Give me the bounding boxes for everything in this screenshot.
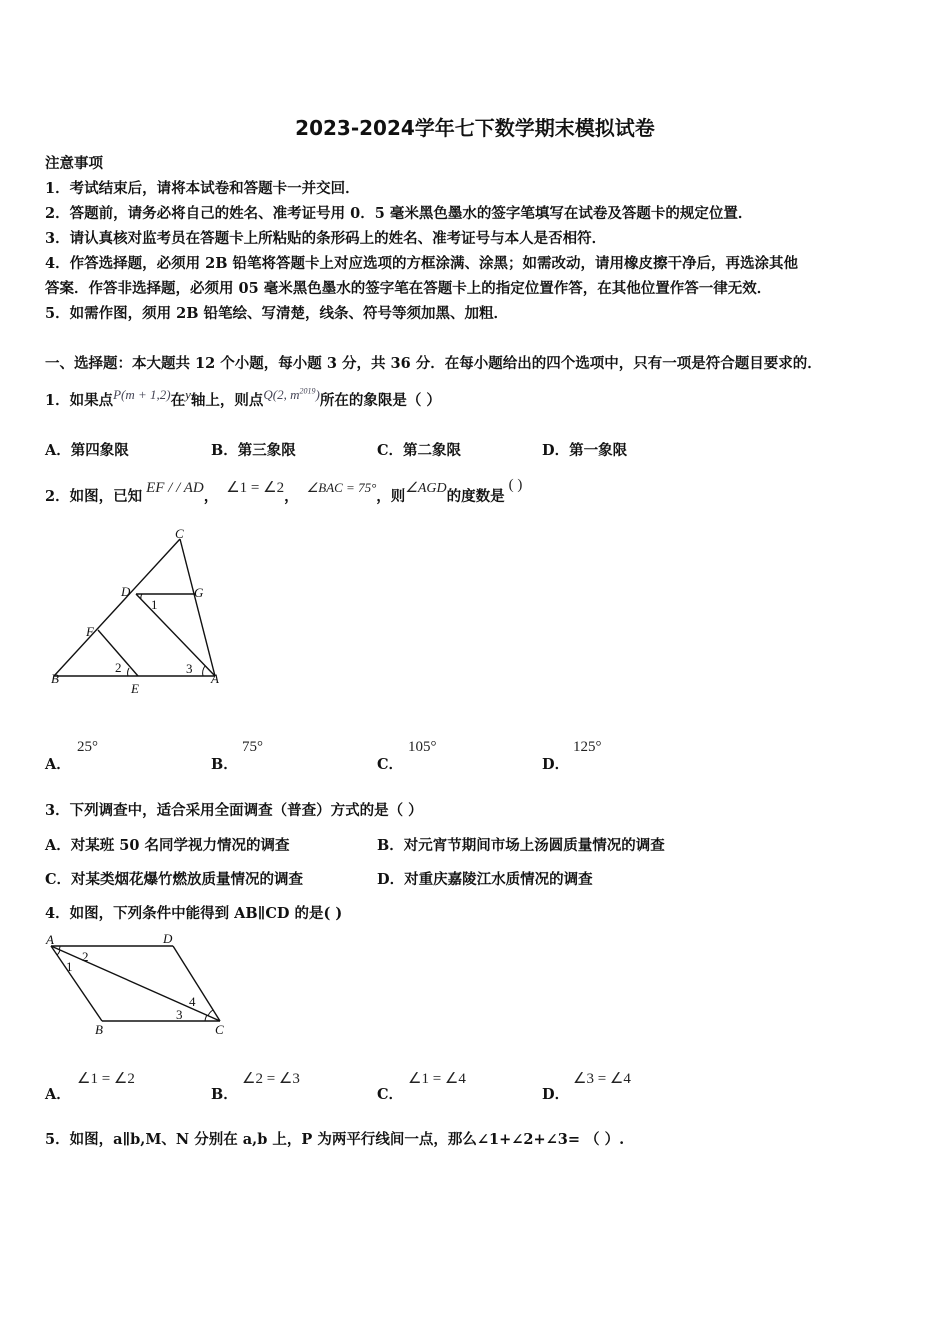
q4-option-d-letter: D． [542,1086,570,1103]
q4-option-b-value: ∠2 = ∠3 [242,1071,300,1087]
q2-option-b-value: 75° [242,739,263,755]
angle-arc-1 [57,950,60,955]
label-a: A [211,671,219,686]
angle-arc-1 [141,594,142,599]
segment-ca [180,539,215,676]
q2-option-a-letter: A． [45,756,71,773]
question-5-stem: 5．如图，a∥b,M、N 分别在 a,b 上，P 为两平行线间一点，那么∠1+∠2+∠3= （ ）. [45,1131,625,1148]
q1-text: 在 [170,392,186,409]
q2-option-c-value: 105° [408,739,437,755]
question-2-stem [45,477,523,506]
label-g: G [194,585,204,600]
angle-arc-2 [128,668,129,676]
q1-suffix: 所在的象限是（ ） [319,392,441,409]
label-f: F [86,624,94,639]
question-4-stem: 4．如图，下列条件中能得到 AB∥CD 的是( ) [45,905,343,922]
q2-option-d-value: 125° [573,739,602,755]
q2-condition-angles: ∠1 = ∠2 [226,480,285,496]
q2-condition-ef-ad: EF / / AD [146,480,204,496]
label-a: A [46,932,54,947]
segment-da [136,594,215,676]
label-c: C [215,1022,224,1037]
notice-item: 1．考试结束后，请将本试卷和答题卡一并交回． [45,180,360,197]
q4-option-d-value: ∠3 = ∠4 [573,1071,631,1087]
q2-sep: ， [284,488,299,505]
q1-point-p: P(m + 1,2) [113,387,171,402]
notice-item: 2．答题前，请务必将自己的姓名、准考证号用 0．5 毫米黑色墨水的签字笔填写在试卷及答题卡的规定位置． [45,205,753,222]
q4-figure [45,928,235,1040]
q1-point-q: Q(2, m [263,387,300,402]
angle-arc-3 [203,666,205,676]
label-angle-3: 3 [176,1007,183,1022]
label-angle-2: 2 [115,660,122,675]
label-angle-1: 1 [66,959,73,974]
q2-sep: ， [203,488,219,505]
q2-text: ，则 [376,488,406,505]
question-3-stem: 3．下列调查中，适合采用全面调查（普查）方式的是（ ） [45,802,423,819]
q3-option-b: B．对元宵节期间市场上汤圆质量情况的调查 [377,837,665,854]
label-angle-1: 1 [151,597,158,612]
q1-prefix: 1．如果点 [45,392,114,409]
label-angle-2: 2 [82,949,89,964]
q2-condition-bac: ∠BAC = 75° [306,480,377,495]
notice-item: 4．作答选择题，必须用 2B 铅笔将答题卡上对应选项的方框涂满、涂黑；如需改动，请用橡皮擦干净后，再选涂其他 [45,255,799,272]
option-b: B．第三象限 [211,442,296,459]
notice-item: 5．如需作图，须用 2B 铅笔绘、写清楚，线条、符号等须加黑、加粗． [45,305,509,322]
q4-option-c-letter: C． [377,1086,404,1103]
label-d: D [121,584,131,599]
q2-option-d-letter: D． [542,756,570,773]
notice-item: 答案．作答非选择题，必须用 05 毫米黑色墨水的签字笔在答题卡上的指定位置作答，在其他位置作答一律无效． [45,280,772,297]
question-1-stem [45,386,441,410]
segment-bc [54,539,180,676]
notice-heading: 注意事项 [45,155,103,172]
q2-option-a-value: 25° [77,739,98,755]
q2-answer-paren: ( ) [508,477,523,493]
q3-option-d: D．对重庆嘉陵江水质情况的调查 [377,871,593,888]
q2-option-c-letter: C． [377,756,404,773]
option-a: A．第四象限 [45,442,129,459]
notice-item: 3．请认真核对监考员在答题卡上所粘贴的条形码上的姓名、准考证号与本人是否相符． [45,230,607,247]
option-d: D．第一象限 [542,442,628,459]
angle-arc-4 [208,1010,213,1016]
label-c: C [175,526,184,541]
label-e: E [131,681,139,696]
section-heading: 一、选择题：本大题共 12 个小题，每小题 3 分，共 36 分．在每小题给出的四个选项中，只有一项是符合题目要求的． [45,355,822,372]
q1-paren: ) [315,387,320,402]
q2-figure [45,525,235,700]
q3-option-c: C．对某类烟花爆竹燃放质量情况的调查 [45,871,304,888]
q1-text: 轴上，则点 [190,392,264,409]
q2-prefix: 2．如图，已知 [45,488,143,505]
q2-suffix: 的度数是 [446,488,505,505]
q4-option-b-letter: B． [211,1086,238,1103]
q4-option-c-value: ∠1 = ∠4 [408,1071,466,1087]
label-angle-4: 4 [189,994,196,1009]
option-c: C．第二象限 [377,442,462,459]
label-angle-3: 3 [186,661,193,676]
label-b: B [95,1022,103,1037]
q1-exponent: 2019 [299,386,316,396]
q2-option-b-letter: B． [211,756,238,773]
label-d: D [163,931,173,946]
q2-target-angle: ∠AGD [405,481,447,496]
q4-option-a-letter: A． [45,1086,71,1103]
label-b: B [51,671,59,686]
q1-axis: y [185,387,191,402]
angle-arc-3 [205,1015,207,1021]
q4-option-a-value: ∠1 = ∠2 [77,1071,135,1087]
q3-option-a: A．对某班 50 名同学视力情况的调查 [45,837,290,854]
page-title: 2023-2024学年七下数学期末模拟试卷 [295,116,655,140]
